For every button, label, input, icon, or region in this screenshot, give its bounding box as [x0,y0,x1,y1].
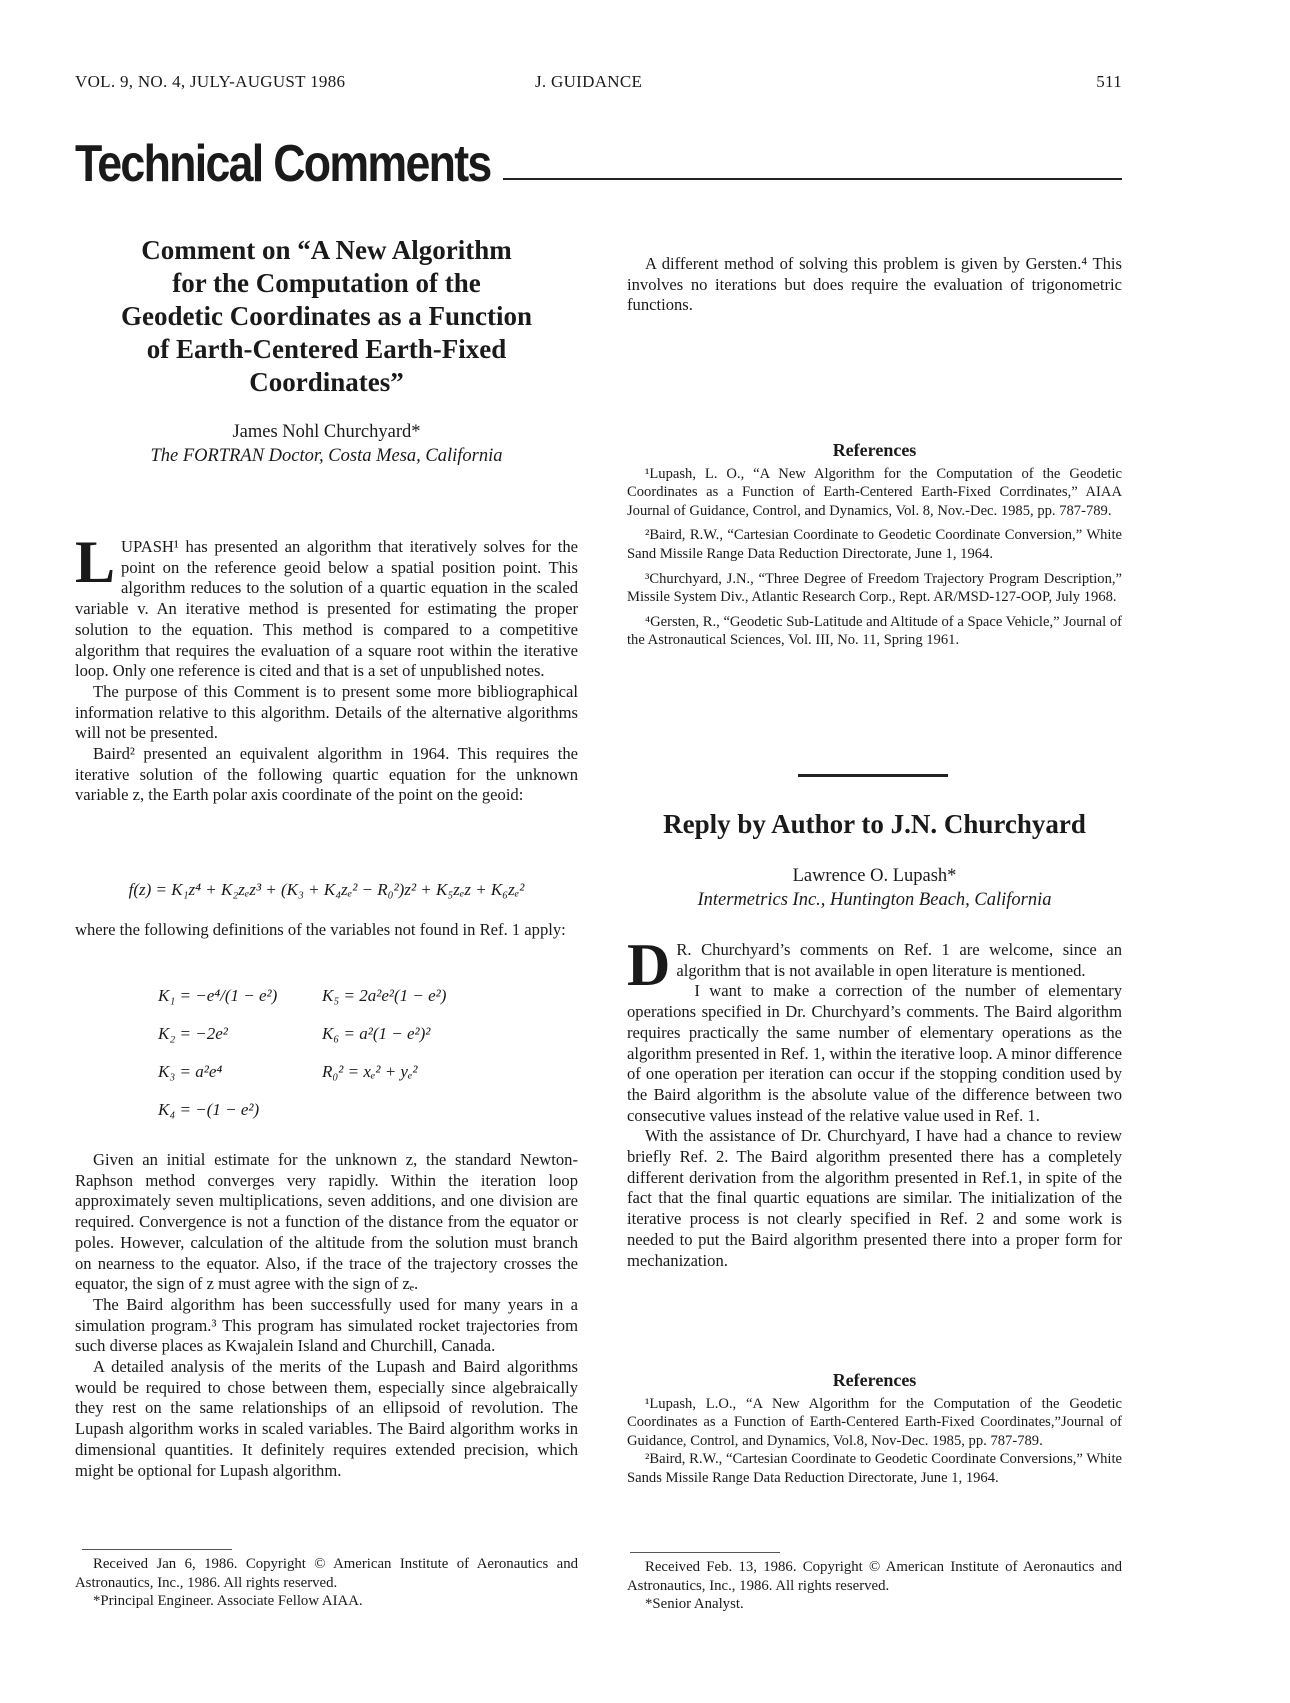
def-k6: K₆ = a²(1 − e²)² [322,1024,431,1043]
comment-references-heading: References [832,440,917,460]
comment-references [627,440,1122,650]
comment-paragraph-7: A detailed analysis of the merits of the Lupash and Baird algorithms would be required to chose between them, especially since algebraically they rest on the same relationships of an ellipsoid of revolution. The Lupash algorithm works in scaled variables. The Baird algorithm works in dimensional quantities. It definitely requires extended precision, which might be optional for Lupash algorithm. [75,1357,578,1480]
reply-byline [627,864,1122,912]
comment-paragraph-1 [75,529,578,682]
comment-paragraph-2: The purpose of this Comment is to present some more bibliographical information relative to this algorithm. Details of the alternative algorithms will not be presented. [75,681,578,743]
variable-definitions [158,986,558,1126]
reply-footnote-rule [630,1552,780,1553]
section-header [75,128,1122,193]
def-k2: K₂ = −2e² [158,1024,228,1043]
reply-header [627,808,1122,840]
comment-paragraph-3: Baird² presented an equivalent algorithm in 1964. This requires the iterative solution of the following quartic equation for the unknown variable z, the Earth polar axis coordinate of the point on the geoid: [75,744,578,805]
journal-name: J. GUIDANCE [535,72,643,91]
comment-byline [75,420,578,468]
quartic-equation: f(z) = K₁z⁴ + K₂zₑz³ + (K₃ + K₄zₑ² − R₀²)z² + K₅zₑz + K₆zₑ² [128,880,525,899]
reply-paragraph-1 [627,932,1122,998]
reply-author-note: *Senior Analyst. [645,1596,744,1613]
comment-affiliation: The FORTRAN Doctor, Costa Mesa, California [150,446,503,466]
comment-ref-2: ²Baird, R.W., “Cartesian Coordinate to Geodetic Coordinate Conversion,” White Sand Missile Range Data Reduction Directorate, June 1, 1964. [627,527,1122,563]
def-k3: K₃ = a²e⁴ [158,1062,223,1081]
reply-received-note: Received Feb. 13, 1986. Copyright © American Institute of Aeronautics and Astronautics, Inc., 1986. All rights reserved. [627,1559,1122,1594]
comment-ref-3: ³Churchyard, J.N., “Three Degree of Freedom Trajectory Program Description,” Missile System Div., Atlantic Research Corp., Rept. AR/MSD-127-OOP, July 1968. [627,570,1122,606]
comment-defs-intro [75,920,578,941]
reply-paragraph-3: With the assistance of Dr. Churchyard, I have had a chance to review briefly Ref. 2. The Baird algorithm presented there has a completely different derivation from the algorithm presented in Ref.1, in spite of the fact that the final quartic equations are similar. The initialization of the iterative process is not clearly specified in Ref. 2 and some work is needed to put the Baird algorithm presented there into a proper form for mechanization. [627,1126,1122,1270]
reply-dropcap: D [627,932,671,998]
comment-title: Comment on “A New Algorithm for the Computation of the Geodetic Coordinates as a Function of Earth-Centered Earth-Fixed Coordinates” [121,235,532,397]
comment-footnote-rule [82,1549,232,1550]
comment-paragraph-4: where the following definitions of the variables not found in Ref. 1 apply: [75,920,566,939]
comment-paragraph-8: A different method of solving this problem is given by Gersten.⁴ This involves no iterations but does require the evaluation of trigonometric functions. [627,254,1122,315]
def-r0: R₀² = xₑ² + yₑ² [322,1062,418,1081]
journal-volume: VOL. 9, NO. 4, JULY-AUGUST 1986 [75,72,346,91]
comment-author: James Nohl Churchyard* [232,422,421,442]
reply-ref-1: ¹Lupash, L.O., “A New Algorithm for the Computation of the Geodetic Coordinates as a Function of Earth-Centered Earth-Fixed Coordinates,”Journal of Guidance, Control, and Dynamics, Vol.8, Nov-Dec. 1985, pp. 787-789. [627,1395,1122,1449]
comment-header [75,234,578,399]
comment-received-note: Received Jan 6, 1986. Copyright © American Institute of Aeronautics and Astronautics, Inc., 1986. All rights reserved. [75,1556,578,1591]
reply-references [627,1370,1122,1488]
def-k5: K₅ = 2a²e²(1 − e²) [322,986,447,1005]
comment-equation-block [75,880,578,901]
reply-author: Lawrence O. Lupash* [792,866,957,886]
comment-ref-1: ¹Lupash, L. O., “A New Algorithm for the Computation of the Geodetic Coordinates as a Function of Earth-Centered Earth-Fixed Corrdinates,” AIAA Journal of Guidance, Control, and Dynamics, Vol. 8, Nov.-Dec. 1985, pp. 787-789. [627,465,1122,519]
section-title: Technical Comments [75,135,491,193]
reply-title: Reply by Author to J.N. Churchyard [663,809,1086,839]
page-number: 511 [1096,72,1122,91]
section-title-rule [503,178,1122,180]
comment-paragraph-1-text: UPASH¹ has presented an algorithm that iteratively solves for the point on the reference geoid below a spatial position point. This algorithm reduces to the solution of a quartic equation in the scaled variable v. An iterative method is presented for estimating the proper solution to the equation. This method is compared to a competitive algorithm that requires the evaluation of a square root within the iterative loop. Only one reference is cited and that is a set of unpublished notes. [75,537,578,681]
reply-ref-2: ²Baird, R.W., “Cartesian Coordinate to Geodetic Coordinate Conversions,” White Sands Missile Range Data Reduction Directorate, June 1, 1964. [627,1451,1122,1487]
comment-paragraph-5: Given an initial estimate for the unknown z, the standard Newton-Raphson method converges very rapidly. Within the iteration loop approximately seven multiplications, seven additions, and one division are required. Convergence is not a function of the distance from the equator or poles. However, calculation of the altitude from the solution must branch on nearness to the equator. Also, if the trace of the trajectory crosses the equator, the sign of z must agree with the sign of zₑ. [75,1150,578,1294]
reply-body [627,932,1122,1271]
reply-footnotes [627,1558,1122,1614]
comment-footnotes [75,1555,578,1611]
article-separator [798,774,948,777]
comment-ref-4: ⁴Gersten, R., “Geodetic Sub-Latitude and Altitude of a Space Vehicle,” Journal of the Astronautical Sciences, Vol. III, No. 11, Spring 1961. [627,613,1122,649]
reply-references-heading: References [832,1370,917,1390]
reply-paragraph-1-text: R. Churchyard’s comments on Ref. 1 are welcome, since an algorithm that is not available in open literature is mentioned. [676,940,1122,980]
running-head [75,72,1122,96]
comment-author-note: *Principal Engineer. Associate Fellow AIAA. [93,1593,363,1610]
comment-body [75,529,578,806]
def-k4: K₄ = −(1 − e²) [158,1100,260,1119]
def-k1: K₁ = −e⁴/(1 − e²) [158,986,278,1005]
comment-paragraph-6: The Baird algorithm has been successfully used for many years in a simulation program.³ This program has simulated rocket trajectories from such diverse places as Kwajalein Island and Churchill, Canada. [75,1294,578,1356]
comment-body-continued [75,1150,578,1481]
reply-paragraph-2: I want to make a correction of the number of elementary operations specified in Dr. Churchyard’s comments. The Baird algorithm requires practically the same number of elementary operations as the algorithm presented in Ref. 1, within the iterative loop. A minor difference of one operation per iteration can occur if the stopping condition used by the Baird algorithm is the absolute value of the difference between two consecutive values instead of the relative value used in Ref. 1. [627,981,1122,1125]
comment-body-right [627,254,1122,316]
comment-dropcap: L [75,529,116,595]
reply-affiliation: Intermetrics Inc., Huntington Beach, California [697,890,1052,910]
